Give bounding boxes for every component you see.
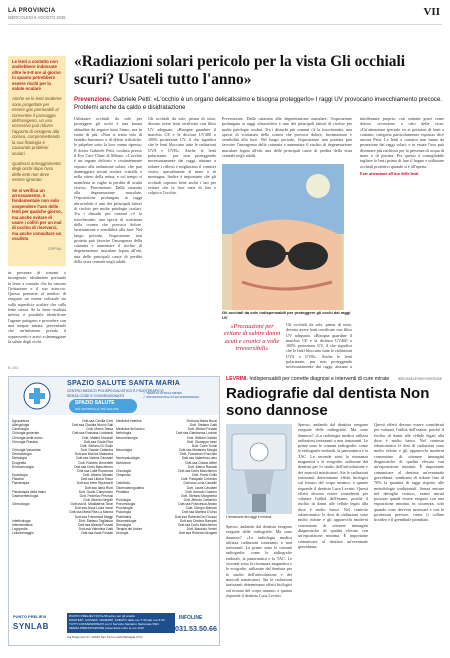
specialty-name: Pneumologia	[116, 502, 136, 507]
specialty-name: Ginecologia	[12, 502, 30, 507]
article-column-b	[74, 116, 142, 368]
doctor-name: Dott. Carlo Tonoli	[191, 443, 217, 448]
doctor-name: Dott. Roberto Benedetti	[78, 460, 113, 465]
doctor-name: Dott.ssa Ilaria Rizzi	[84, 485, 113, 490]
doctor-name: Dott. Stefano Tagliabue	[78, 518, 113, 523]
specialty-name: Nutrizione	[116, 460, 131, 465]
specialty-name: Psichiatria	[116, 514, 132, 519]
specialty-row	[12, 531, 113, 535]
page-header	[8, 8, 208, 20]
ad-benefit: ✓ PROFESSIONALITÀ ED ESPERIENZA	[143, 395, 200, 399]
specialty-name: Ostetricia	[116, 481, 130, 486]
sunglasses-illustration	[222, 164, 344, 310]
ad-phone: 031.53.50.66	[175, 624, 217, 633]
doctor-name: Dott. Maurizio Venini	[186, 527, 217, 532]
specialty-name: Fisioterapia della mano	[12, 489, 47, 494]
specialty-name: Chirurgia della mano	[12, 435, 43, 440]
photo-caption: Gli occhiali da sole indispensabili per proteggere gli occhi dai raggi UV	[222, 310, 351, 320]
ad-info-line: MARTEDÌ, GIOVEDÌ, VENERDÌ, SABATO dalle ore 7:30 alle ore 9:30	[69, 618, 165, 622]
article-column-b-text: Utilizzare occhiali da sole per proteggere gli occhi è una buona abitudine da seguire tutto l'anno, ma in estate di più. «Non si tratta solo di fastidio luminoso o di difese stilistiche: le palpebre sotto la luce vanno ripresa» Il dottor Gabriele Petti, oculista presso il Eye Care Clinic di Milano. «L'occhio è un organo delicato e costantemente esposto alla radiazione solare, che può danneggiare tessuti oculari: cristalli, e nella vitreo della retina, e col tempo si manifesta in rughe la perdita di acuità visiva».	[74, 116, 142, 190]
doctor-name: Dott.ssa Francesca Maggi	[74, 514, 113, 519]
specialty-name: Otorinolaringoiatria	[116, 485, 144, 490]
specialty-name: Medicina del lavoro	[116, 427, 145, 432]
pull-quote-text: «Precauzioni per evitare di subire danni acuti e cronici a volte irreversibili»	[223, 323, 281, 353]
doctor-name: Dott. Marco Rancati	[187, 464, 217, 469]
specialty-name: Dietologia	[12, 456, 27, 461]
doctor-name: Dott.ssa Chiara Alfieri	[185, 460, 217, 465]
doctor-name: Dott.ssa M. Maddalena Tanzi	[70, 502, 113, 507]
specialty-name: Ecografia	[12, 460, 26, 465]
ad-title: SPAZIO SALUTE SANTA MARIA	[67, 380, 181, 387]
doctor-name: Dott.ssa Anna Lucia Vanzi	[74, 506, 113, 511]
specialty-name: Cardiologia	[12, 427, 29, 432]
doctor-name: Dott.ssa Claudia Nuovo Sali	[71, 423, 113, 428]
doctor-name: Dott.ssa Rossana Lombardi	[72, 431, 113, 436]
article-column-d	[360, 116, 444, 368]
specialty-name: Neuropsicologia	[116, 456, 140, 461]
doctor-name: Dott.ssa Maria Rita La Manna	[69, 510, 113, 515]
specialty-name: Gastroenterologia	[12, 493, 39, 498]
specialty-name: Ortopedia	[116, 473, 131, 478]
specialty-name: Infettivologia	[12, 518, 31, 523]
sunglasses-photo	[222, 164, 344, 310]
rubric-text: Indispensabili per corrette diagnosi e interventi di cure mirate	[249, 376, 390, 382]
specialty-name: Infermieristica	[12, 522, 33, 527]
doctor-name: Dott.ssa Marianna Morgia	[179, 448, 217, 453]
doctor-name: Dott. Stefano Di Giulio	[80, 443, 113, 448]
header-date: MERCOLEDÌ 6 AGOSTO 2025	[8, 15, 66, 20]
pull-quote	[222, 323, 282, 353]
ad-address: Via Rigamonti 27, 22040 San Fermo della Battaglia (CO)	[67, 635, 143, 639]
synlab-logo: SYNLAB	[13, 622, 49, 631]
doctor-name: Dott. Antonio Guarino	[185, 489, 217, 494]
doctor-name: Dott.ssa Giulia Riva	[84, 439, 113, 444]
sidebar-paragraph: Qualsiasi armeggiamento degli occhi dopo l'uso delle lenti non deve essere ignorato	[12, 160, 61, 183]
dental-xray-photo	[226, 424, 292, 514]
specialty-name: Neurochirurgia	[116, 435, 138, 440]
doctor-name: Dott. Alberto Negrini	[83, 497, 113, 502]
specialty-name: Chirurgia generale	[12, 431, 40, 436]
specialty-name: Terapia del dolore	[116, 527, 143, 532]
ad-subtitle-line: SENZA CODE E CONVENZIONATO	[67, 393, 125, 398]
sidebar-signature: GIPPIAL	[48, 246, 62, 251]
doctor-name: Dott.ssa Irene Ripamonti	[76, 481, 113, 486]
masthead: LA PROVINCIA	[8, 8, 56, 14]
doctor-name: Dott. Alfredo Camerino	[183, 497, 217, 502]
doctor-name: Dott.ssa Roberta Del Grosso	[174, 514, 217, 519]
rubric-name: LEVRINI.	[226, 376, 248, 382]
article-column-a: in presenza di sintomi o insorgenze, idealmente portando la lente a contatto che ha causato l'irritazione e il suo astuccio. Questo permette al medico di eseguire un esame colturale sia sulla superficie oculare che sulla lente stessa. Se la lente risultata infetta, è possibile identificare l'agente patogeno e procedere con una terapia mirata, prevenendo che un'infezione prenda il sopravvento e arrivi a danneggiare la salute degli occhi.	[8, 270, 66, 344]
doctor-name: Dott.ssa Francesca Amato	[178, 502, 217, 507]
doctor-name: Dott. William Gatiolo	[187, 435, 217, 440]
doctor-name: Dott. Alberto Mariani	[83, 473, 113, 478]
specialty-name: Proctologia	[116, 506, 133, 511]
doctor-name: Dott.ssa Marta Buzzi	[186, 419, 217, 423]
doctor-name: Dott. Stefano Margherita	[181, 493, 217, 498]
specialty-row	[116, 531, 217, 535]
specialty-name: Endocrinologia	[12, 464, 34, 469]
specialty-name: Fisioterapia	[12, 481, 30, 486]
doctor-name: Dott.ssa Lidia Rozanova	[77, 468, 113, 473]
doctor-name: Dott.ssa Doris Manchinero	[178, 468, 217, 473]
article-column-d-subhead: Fate attenzione all'uso delle lenti	[360, 170, 419, 176]
article-column-b-text-2: Prevenzione. Dalla cataratta alla degenerazione maculare, l'esposizione prolungata ai raggi ultravioletti è uno dei principali fattori di rischio per molte patologie oculari. Tra i disturbi più comuni c'è la fotocheratite, una specie di scottatura della cornea che provoca dolore, lacrimazione e sensibilità alla luce. Nel lungo periodo, l'esposizione non protetta può favorire l'insorgenza della cataratta e aumentare il rischio di degenerazione maculare legata all'età, una delle principali cause di perdita della vista centrale negli adulti.	[74, 184, 142, 265]
kicker-text: Gabriele Petti: «L'occhio è un organo delicatissimo e bisogna proteggerlo» I raggi UV provocano invecchiamento precoce. Problemi anche da caldo e disidratazione	[74, 96, 443, 112]
article2-column-a: Spesso, andando dal dentista vengono eseguite delle radiografie. Ma sono dannose? «La radiologia medica utilizza radiazioni ionizzanti a non ionizzanti. Le prime sono le comuni radiografie, come le radiografie endorali, la panoramica e la TAC. Le seconde sono la risonanza magnetica e le ecografie, utilizzate dal dentista per lo studio dell'articolazione e dei muscoli masticatori. Sia le radiazioni ionizzanti determinano effetti biologici sul tessuto del corpo umano» a quanto risponde il dentista Luca Levrini.	[226, 524, 292, 598]
dental-xray-illustration	[226, 424, 292, 514]
article2-column-b-continued: Questi effetti devono essere considerati per valutare l'utilità dell'esame, poiché il rischio di danni alle cellule legati alla dose è molto basso. Nel contesto odontoiatrico le dosi di radiazioni sono molto ridotte e gli apparecchi moderni consentono di ottenere immagini diagnostiche di qualità elevata con un'esposizione minima. È importante comunicare al dentista un'eventuale gravidanza.	[374, 422, 444, 480]
ad-info-text	[69, 614, 173, 630]
specialty-name: Reumatologia	[116, 518, 137, 523]
specialty-name: Urologia	[116, 531, 129, 536]
article2-column-a-continued: Spesso, andando dal dentista vengono eseguite delle radiografie. Ma sono dannose? «La radiologia medica utilizza radiazioni ionizzanti a non ionizzanti. Le prime sono le comuni radiografie, come le radiografie endorali, la panoramica e la TAC. Le seconde sono la risonanza magnetica e le ecografie, utilizzate dal dentista per lo studio dell'articolazione e dei muscoli masticatori. Sia le radiazioni ionizzanti determinano effetti biologici sul tessuto del corpo umano» a quanto risponde il dentista Luca Levrini.	[298, 422, 368, 491]
article2-headline: Radiografie dal dentista Non sono dannose	[226, 385, 430, 419]
specialty-name: Chirurgia Plastica	[12, 439, 38, 444]
page-number: VII	[423, 6, 440, 18]
doctor-name: Dott.ssa Lucia Cavallin	[183, 481, 217, 486]
ad-info-line: PUNTO PRELIEVI SYNLAB attivo per gli analisi	[69, 614, 135, 618]
ad-badge-subtitle: PIÙ CONTROLLO, PIÙ SALUTE	[75, 407, 119, 411]
ad-infoline-label: INFOLINE	[179, 615, 203, 621]
specialty-name: Dermatologia	[12, 452, 32, 457]
doctor-name: Dott. Federico Preziosi	[79, 493, 113, 498]
doctor-name: Dott. Giuseppe Ianni	[186, 439, 217, 444]
doctor-name: Dott. Guido Camposino	[78, 489, 113, 494]
specialty-name: Linfodrenaggio	[12, 531, 34, 536]
doctor-name: Dott. Paolo Grillo	[192, 473, 217, 478]
specialty-name: Logopedia	[12, 527, 28, 532]
specialty-name: Medicina estetica	[116, 419, 142, 423]
sidebar-paragraph: Le lenti a contatto non andrebbero indossate oltre le 6-8 ore al giorno in quanto potrebbero essere rischi per la salute oculare	[12, 59, 61, 92]
article2-column-c	[374, 422, 444, 648]
doctor-name: Dott. Davide Calandra	[80, 448, 113, 453]
ad-subtitle-line: CENTRO MEDICO POLISPECIALISTICO E FISIOTERAPICO	[67, 389, 164, 393]
doctor-name: Dott.ssa Cecilia Corti	[82, 419, 113, 423]
doctor-name: Dott. Pasquale Colombo	[181, 477, 217, 482]
ad-prelievi-label: PUNTO PRELIEVI	[13, 614, 47, 619]
doctor-name: Dott.ssa Valentina Latro	[182, 456, 217, 461]
clinic-logo-icon	[15, 381, 59, 411]
specialty-name: Chirurgia Vascolare	[12, 448, 41, 453]
doctor-name: Dott.ssa Roberta Neugerti	[178, 531, 217, 536]
doctor-name: Dott. Giorgio Mancini	[186, 506, 217, 511]
article2-column-b	[298, 422, 368, 648]
specialty-name: Psicologia	[116, 510, 132, 515]
doctor-name: Dott.ssa Liliana Tosco	[80, 477, 113, 482]
specialty-name: Fisiatria	[12, 477, 24, 482]
tips-sidebar	[8, 56, 66, 266]
doctor-name: Dott.ssa Ilaria Fossati	[81, 531, 113, 536]
specialty-name: Oncologia	[116, 468, 131, 473]
specialty-name: Pediatria	[116, 489, 130, 494]
doctor-name: Dott.ssa Martina D'Urso	[182, 510, 217, 515]
specialties-column-1	[12, 419, 113, 535]
specialty-name: Nefrologia	[116, 431, 132, 436]
photo2-caption: L'emissione dei raggi è minima	[226, 515, 272, 519]
doctor-name: Dott. Matteo Morandi	[82, 435, 113, 440]
kicker-lead: Prevenzione.	[74, 96, 112, 103]
sidebar-paragraph: Anche se le lenti moderne sono progettate per essere gas permeabili al consentire il passaggio dell'ossigeno, un uso eccessivo può ridurre l'apporto di ossigeno alla cornea, compromettendo la sua fisiologia e causando problemi oculari	[12, 96, 62, 156]
ad-info-line: TUTTI CONVENZIONATI con il Servizio Sanitario Nazionale SSN	[69, 622, 159, 626]
specialty-name: Neurologia	[116, 448, 132, 453]
article-column-c-upper: Prevenzione. Dalla cataratta alla degenerazione maculare, l'esposizione prolungata ai raggi ultravioletti è uno dei principali fattori di rischio per molte patologie oculari. Tra i disturbi più comuni c'è la fotocheratite, una specie di scottatura della cornea che provoca dolore, lacrimazione e sensibilità alla luce. Nel lungo periodo, l'esposizione non protetta può favorire l'insorgenza della cataratta e aumentare il rischio di degenerazione maculare legata all'età, una delle principali cause di perdita della vista centrale negli adulti.	[222, 116, 352, 159]
specialty-name: Allergologia	[12, 423, 30, 428]
header-rule	[8, 24, 442, 25]
doctor-name: Dott.ssa Alessia Fossati	[78, 522, 113, 527]
clinic-advertisement	[8, 376, 220, 646]
doctor-name: Dott.ssa Valeria Giussani	[76, 456, 113, 461]
doctor-name: Dott.ssa Doris Manchinero	[178, 522, 217, 527]
article-column-d-text: intolleranze proprio, con sintomi gravi come dolore, secrezione o calo della vista. «Un'attenzione speciale va ai portatori di lenti a contatto, categoria particolarmente esposta» dice ancora Petti. Le lenti a contatto non fanno da protezione dai raggi solari, e in estate l'uso può diventare più rischioso per la presenza di acqua di mare o di piscina. Per questo è consigliabile togliere le lenti prima di fare il bagno e utilizzare occhiali protettivi quando si è all'aperto.	[360, 116, 444, 169]
article-column-c-lower: Gli occhiali da sole, prima di tutto, devono avere lenti certificate con filtro UV adeguato. «Bisogna guardare il marchio CE e la dicitura UV400 o 100% protezione UV, il che significa che le lenti bloccano tutte le radiazioni UVA e UVB». Anche le lenti polarizzate, pur non proteggendo necessariamente dai raggi, aiutano a	[286, 322, 352, 370]
doctor-name: Dott.ssa Monica Maiorana	[74, 452, 113, 457]
doctor-name: Dott. Francesco Rocchini	[180, 452, 217, 457]
ad-info-line: SENZA PRENOTAZIONE presentarsi entro le ore 9:00	[69, 626, 144, 630]
doctor-name: Dott.ssa Gianfranca Lorenzi	[176, 431, 217, 436]
specialty-name: Senologia	[116, 522, 131, 527]
doctor-name: Dott. Marco Tassa	[86, 427, 113, 432]
article-column-c: Gli occhiali da sole, prima di tutto, devono avere lenti certificate con filtro UV adeguato. «Bisogna guardare il marchio CE e la dicitura UV400 o 100% protezione UV, il che significa che le lenti bloccano tutte le radiazioni UVA e UVB». Anche le lenti polarizzate, pur non proteggendo necessariamente dai raggi, aiutano a ridurre i riflessi e migliorano il comfort visivo, specialmente al mare o in montagna. Inoltre è importante che gli occhiali coprano bene anche i lati per evitare che la luce entri di lato e colpisca l'occhio.	[148, 116, 216, 196]
article-headline: «Radiazioni solari pericolo per la vista Gli occhiali scuri? Usateli tutto l'anno»	[74, 53, 406, 88]
specialties-column-2	[116, 419, 217, 535]
rubric-tag: BREVASELEVRIN RISPONDE	[398, 377, 442, 381]
article2-column-c-text: sembrano di ridurre fino al 70% la quantità di raggi rispetto alle metodologie tradizionali. Senza entrare nel dettaglio tecnico, esami mirati possono quindi essere eseguiti con una esposizione minima, in sicurezza, solo quando sono davvero necessari e con le protezioni previste, come il collare tiroideo e il grembiule piombato.	[374, 474, 444, 523]
specialty-name: Podologia	[116, 497, 131, 502]
specialty-name: Agopuntura	[12, 419, 30, 423]
ad-benefits	[143, 391, 199, 399]
doctor-name: Dott. Miriam Fossati	[187, 427, 217, 432]
article-kicker	[74, 96, 444, 112]
ad-benefit: ✓ TEMPI DI ATTESA MINIMI	[143, 391, 182, 395]
specialty-name: Epatologia	[12, 473, 28, 478]
ad-badge-title: SPAZIO SALUTE	[75, 400, 115, 406]
article-column-a-signature: E. DIC	[8, 366, 19, 370]
doctor-name: Dott. Stefano Gatti	[189, 423, 217, 428]
doctor-name: Dott. Laura Cavalleri	[186, 485, 217, 490]
sidebar-paragraph: Se si verifica un arrossamento, è fondamentale non solo sospendere l'uso delle lenti per qualche giorno, ma anche evitare di usare i colliri per un mal di occhio di riservarci, ma anche consultare un oculista	[12, 187, 62, 242]
article2-column-b-text: Questi effetti devono essere considerati per valutare l'utilità dell'esame, poiché il rischio di danni alle cellule legati alla dose è molto basso. Nel contesto odontoiatrico le dosi di radiazioni sono molto ridotte e gli apparecchi moderni consentono di ottenere immagini diagnostiche di qualità elevata con un'esposizione minima. È importante comunicare al dentista un'eventuale gravidanza.	[298, 485, 368, 549]
doctor-name: Dott.ssa Cristina Rampini	[179, 518, 217, 523]
ad-footer	[9, 611, 219, 646]
doctor-name: Dott.ssa Valentina Gatti	[78, 527, 113, 532]
doctor-name: Dott.ssa Doris Manchinero	[74, 464, 113, 469]
